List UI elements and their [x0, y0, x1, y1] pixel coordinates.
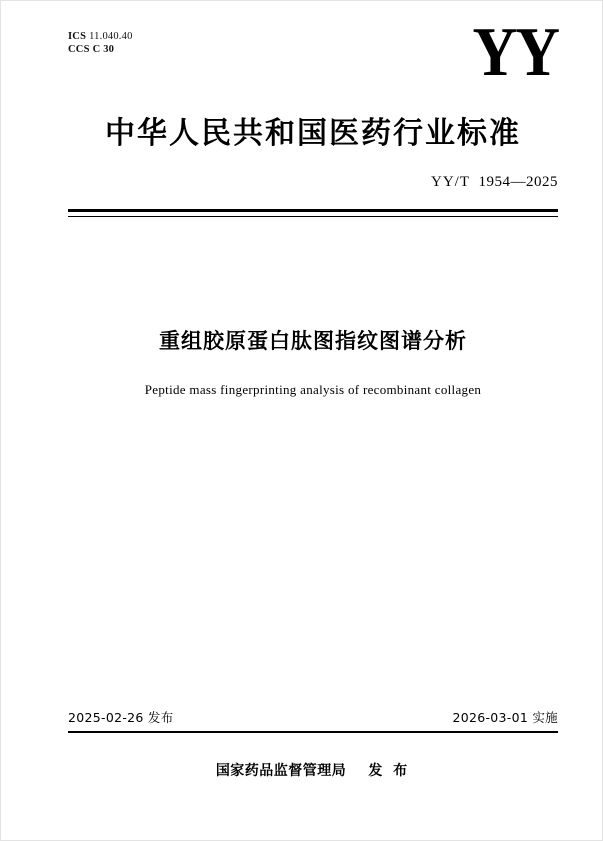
- yy-logo: YY: [472, 14, 558, 91]
- ics-label: ICS: [68, 31, 87, 42]
- document-title-cn: 重组胶原蛋白肽图指纹图谱分析: [159, 329, 467, 353]
- standard-number: [68, 174, 558, 191]
- implementation-date: 2026-03-01 实施: [452, 710, 558, 725]
- ics-value: 11.040.40: [89, 31, 133, 42]
- classification-codes: [68, 30, 133, 56]
- issue-date: 2025-02-26 发布: [68, 710, 174, 725]
- standard-number-prefix: YY/T: [431, 174, 470, 190]
- footer-dates: [68, 708, 558, 728]
- ccs-value: C 30: [92, 44, 115, 55]
- document-title-en: Peptide mass fingerprinting analysis of recombinant collagen: [144, 382, 482, 397]
- ccs-code-line: [68, 43, 133, 56]
- page-content: [68, 0, 558, 841]
- ccs-label: CCS: [68, 44, 90, 55]
- issuing-authority: [68, 760, 558, 780]
- cover-header: [68, 14, 558, 98]
- issuing-authority-name: 国家药品监督管理局: [215, 763, 347, 779]
- authority-title: 中华人民共和国医药行业标准: [105, 116, 521, 151]
- header-rule-thick: [68, 209, 558, 212]
- standard-number-value: 1954—2025: [478, 174, 558, 190]
- footer-rule: [68, 731, 558, 733]
- issuing-authority-verb: 发 布: [368, 763, 411, 779]
- header-rule-thin: [68, 216, 558, 217]
- ics-code-line: [68, 30, 133, 43]
